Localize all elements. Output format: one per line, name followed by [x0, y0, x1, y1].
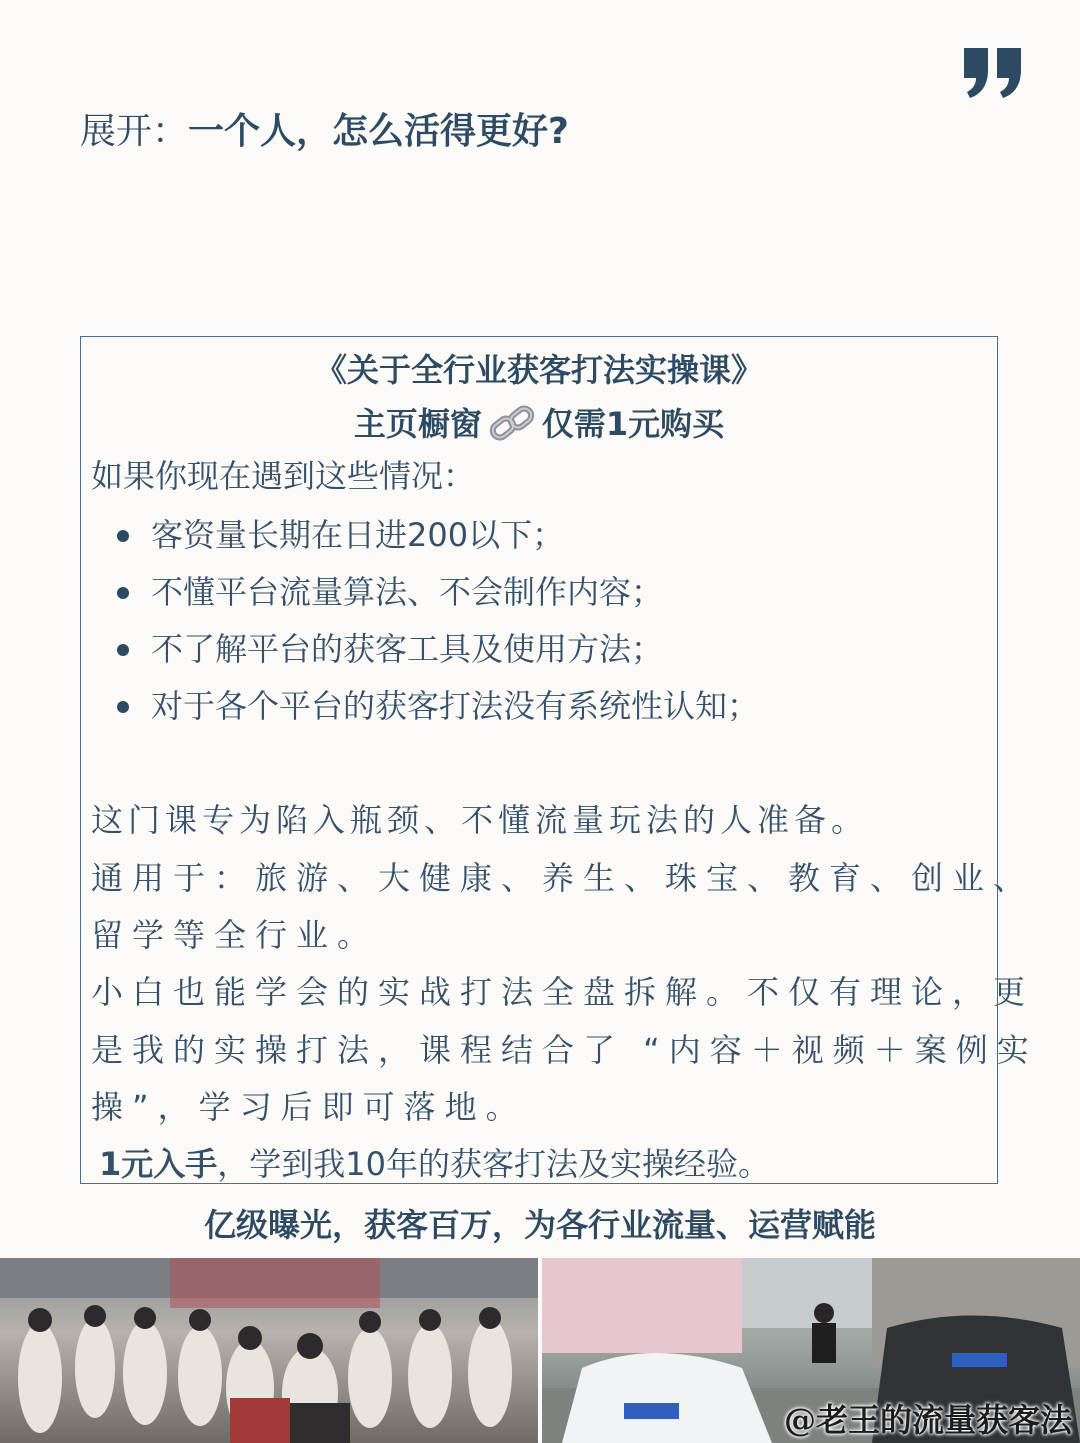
subtitle-left: 主页橱窗 — [353, 405, 482, 443]
closing-line — [99, 1139, 770, 1189]
paragraph-2-line-1: 通用于：旅游、大健康、养生、珠宝、教育、创业、 — [91, 859, 1035, 897]
title-prefix: 展开： — [80, 111, 189, 152]
paragraph-3-line-1: 小白也能学会的实战打法全盘拆解。不仅有理论，更 — [91, 973, 1035, 1011]
paragraph-1: 这门课专为陷入瓶颈、不懂流量玩法的人准备。 — [91, 801, 869, 839]
quote-icon — [962, 44, 1024, 100]
subtitle-right: 仅需1元购买 — [541, 405, 725, 443]
title-text: 一个人，怎么活得更好? — [188, 111, 569, 152]
list-item: 不懂平台流量算法、不会制作内容； — [115, 564, 759, 621]
paragraph-3-line-2: 是我的实操打法，课程结合了 “内容＋视频＋案例实 — [91, 1031, 1038, 1069]
list-item: 对于各个平台的获客打法没有系统性认知； — [115, 678, 759, 735]
course-subtitle — [81, 399, 997, 449]
page-title — [80, 104, 569, 160]
paragraph-3-line-3: 操”，学习后即可落地。 — [91, 1088, 527, 1126]
cars-photo — [542, 1258, 1080, 1443]
closing-rest: ，学到我10年的获客打法及实操经验。 — [217, 1145, 771, 1183]
paragraph-2-line-2: 留学等全行业。 — [91, 916, 379, 954]
course-card — [80, 336, 1038, 1184]
intro-text: 如果你现在遇到这些情况： — [91, 457, 476, 495]
group-photo — [0, 1258, 538, 1443]
closing-bold: 1元入手 — [99, 1145, 218, 1183]
course-title: 《关于全行业获客打法实操课》 — [314, 351, 763, 389]
watermark: @老王的流量获客法 — [783, 1401, 1072, 1439]
situation-list — [115, 507, 759, 735]
list-item: 不了解平台的获客工具及使用方法； — [115, 621, 759, 678]
tagline: 亿级曝光，获客百万，为各行业流量、运营赋能 — [203, 1206, 876, 1244]
link-icon — [486, 401, 538, 447]
list-item: 客资量长期在日进200以下； — [115, 507, 759, 564]
